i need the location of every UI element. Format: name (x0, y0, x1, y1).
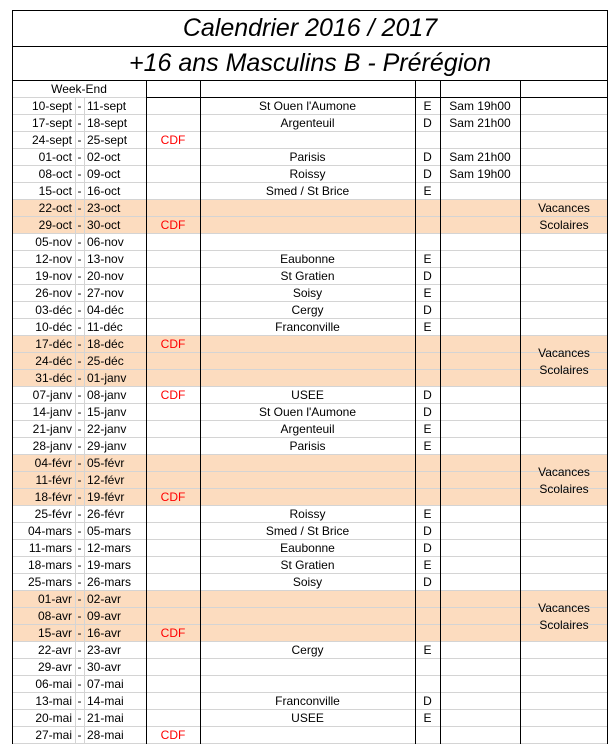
sunday-date: 05-févr (87, 456, 125, 470)
sunday-date: 22-janv (87, 422, 127, 436)
cdf-label: CDF (160, 626, 186, 640)
opponent-name: St Gratien (280, 269, 335, 283)
saturday-date: 29-oct (38, 218, 72, 232)
opponent-name: Cergy (291, 643, 324, 657)
opponent-name: St Gratien (280, 558, 335, 572)
date-separator: - (77, 405, 82, 419)
saturday-date: 05-nov (35, 235, 72, 249)
cdf-label: CDF (160, 218, 186, 232)
date-separator: - (77, 643, 82, 657)
date-separator: - (77, 677, 82, 691)
date-separator: - (77, 252, 82, 266)
opponent-name: Franconville (275, 694, 340, 708)
opponent-name: Parisis (289, 150, 326, 164)
saturday-date: 08-oct (38, 167, 72, 181)
saturday-date: 21-janv (32, 422, 72, 436)
sunday-date: 30-oct (87, 218, 121, 232)
home-away-flag: E (423, 643, 432, 657)
saturday-date: 01-avr (37, 592, 72, 606)
home-away-flag: E (423, 439, 432, 453)
home-away-flag: E (423, 711, 432, 725)
home-away-flag: D (423, 694, 432, 708)
home-away-flag: D (423, 269, 432, 283)
match-time: Sam 19h00 (449, 99, 511, 113)
opponent-name: Smed / St Brice (265, 524, 350, 538)
home-away-flag: D (423, 405, 432, 419)
opponent-name: Argenteuil (280, 422, 335, 436)
date-separator: - (77, 133, 82, 147)
saturday-date: 06-mai (35, 677, 72, 691)
saturday-date: 18-févr (34, 490, 72, 504)
date-separator: - (77, 626, 82, 640)
sunday-date: 18-sept (87, 116, 128, 130)
saturday-date: 28-janv (32, 439, 72, 453)
saturday-date: 12-nov (35, 252, 72, 266)
home-away-flag: E (423, 252, 432, 266)
date-separator: - (77, 320, 82, 334)
saturday-date: 17-déc (35, 337, 72, 351)
sunday-date: 23-avr (87, 643, 122, 657)
cdf-label: CDF (160, 490, 186, 504)
saturday-date: 31-déc (35, 371, 72, 385)
opponent-name: Roissy (289, 167, 326, 181)
cdf-label: CDF (160, 133, 186, 147)
opponent-name: Roissy (289, 507, 326, 521)
date-separator: - (77, 201, 82, 215)
home-away-flag: E (423, 422, 432, 436)
vacances-label: Vacances Scolaires (538, 464, 590, 496)
column-border (520, 81, 521, 744)
date-separator: - (77, 218, 82, 232)
saturday-date: 03-déc (35, 303, 72, 317)
sunday-date: 06-nov (87, 235, 124, 249)
date-separator: - (77, 609, 82, 623)
team-subtitle: +16 ans Masculins B - Prérégion (12, 46, 608, 81)
date-separator: - (77, 116, 82, 130)
sunday-date: 11-sept (87, 99, 127, 113)
saturday-date: 01-oct (38, 150, 72, 164)
date-separator: - (77, 490, 82, 504)
date-separator: - (77, 99, 82, 113)
saturday-date: 08-avr (37, 609, 72, 623)
opponent-name: St Ouen l'Aumone (258, 405, 356, 419)
home-away-flag: E (423, 99, 432, 113)
opponent-name: Eaubonne (280, 252, 335, 266)
date-separator: - (77, 592, 82, 606)
saturday-date: 11-mars (28, 541, 72, 555)
opponent-name: Cergy (291, 303, 324, 317)
home-away-flag: D (423, 575, 432, 589)
vacances-label: Vacances Scolaires (538, 600, 590, 632)
sunday-date: 28-mai (87, 728, 124, 742)
saturday-date: 17-sept (31, 116, 72, 130)
date-separator: - (77, 728, 82, 742)
date-separator: - (77, 286, 82, 300)
home-away-flag: D (423, 541, 432, 555)
sunday-date: 11-déc (87, 320, 123, 334)
home-away-flag: D (423, 303, 432, 317)
date-separator: - (77, 269, 82, 283)
sunday-date: 21-mai (87, 711, 124, 725)
saturday-date: 22-avr (37, 643, 72, 657)
date-separator: - (77, 422, 82, 436)
sunday-date: 01-janv (87, 371, 127, 385)
sunday-date: 02-avr (87, 592, 122, 606)
home-away-flag: E (423, 286, 432, 300)
match-time: Sam 21h00 (449, 150, 511, 164)
sunday-date: 16-avr (87, 626, 122, 640)
sunday-date: 02-oct (87, 150, 121, 164)
home-away-flag: E (423, 558, 432, 572)
date-separator: - (77, 167, 82, 181)
sunday-date: 15-janv (87, 405, 127, 419)
opponent-name: Soisy (292, 286, 323, 300)
sunday-date: 07-mai (87, 677, 124, 691)
home-away-flag: E (423, 507, 432, 521)
sunday-date: 19-mars (87, 558, 132, 572)
opponent-name: USEE (291, 388, 324, 402)
sunday-date: 09-avr (87, 609, 122, 623)
column-border (607, 81, 608, 744)
opponent-name: Eaubonne (280, 541, 335, 555)
opponent-name: Soisy (292, 575, 323, 589)
home-away-flag: D (423, 167, 432, 181)
saturday-date: 11-févr (35, 473, 72, 487)
opponent-name: Parisis (289, 439, 326, 453)
sunday-date: 12-mars (87, 541, 132, 555)
date-separator: - (77, 694, 82, 708)
saturday-date: 22-oct (38, 201, 72, 215)
sunday-date: 26-févr (87, 507, 125, 521)
opponent-name: Franconville (275, 320, 340, 334)
date-separator: - (77, 558, 82, 572)
sunday-date: 09-oct (87, 167, 121, 181)
cdf-label: CDF (160, 388, 186, 402)
saturday-date: 29-avr (37, 660, 72, 674)
sunday-date: 05-mars (87, 524, 132, 538)
match-time: Sam 21h00 (449, 116, 511, 130)
saturday-date: 14-janv (32, 405, 72, 419)
sunday-date: 19-févr (87, 490, 125, 504)
saturday-date: 13-mai (35, 694, 72, 708)
date-separator: - (77, 235, 82, 249)
saturday-date: 18-mars (27, 558, 72, 572)
sunday-date: 29-janv (87, 439, 127, 453)
saturday-date: 04-mars (27, 524, 72, 538)
vacances-label: Vacances Scolaires (538, 201, 590, 232)
sunday-date: 12-févr (87, 473, 125, 487)
sunday-date: 25-déc (87, 354, 124, 368)
date-separator: - (77, 439, 82, 453)
sunday-date: 20-nov (87, 269, 124, 283)
match-time: Sam 19h00 (449, 167, 511, 181)
sunday-date: 26-mars (87, 575, 132, 589)
date-separator: - (77, 660, 82, 674)
date-separator: - (77, 150, 82, 164)
opponent-name: Smed / St Brice (265, 184, 350, 198)
sunday-date: 08-janv (87, 388, 127, 402)
home-away-flag: D (423, 116, 432, 130)
saturday-date: 24-sept (31, 133, 72, 147)
sunday-date: 04-déc (87, 303, 124, 317)
saturday-date: 15-avr (37, 626, 72, 640)
saturday-date: 10-sept (31, 99, 72, 113)
saturday-date: 19-nov (35, 269, 72, 283)
sunday-date: 27-nov (87, 286, 124, 300)
date-separator: - (77, 575, 82, 589)
opponent-name: USEE (291, 711, 324, 725)
date-separator: - (77, 473, 82, 487)
date-separator: - (77, 354, 82, 368)
date-separator: - (77, 507, 82, 521)
home-away-flag: E (423, 320, 432, 334)
date-separator: - (77, 337, 82, 351)
sunday-date: 30-avr (87, 660, 122, 674)
home-away-flag: D (423, 150, 432, 164)
sunday-date: 25-sept (87, 133, 128, 147)
saturday-date: 26-nov (35, 286, 72, 300)
saturday-date: 25-mars (27, 575, 72, 589)
sunday-date: 14-mai (87, 694, 124, 708)
saturday-date: 10-déc (35, 320, 72, 334)
saturday-date: 20-mai (35, 711, 72, 725)
calendar-title: Calendrier 2016 / 2017 (12, 10, 608, 47)
sunday-date: 16-oct (87, 184, 121, 198)
saturday-date: 07-janv (32, 388, 72, 402)
home-away-flag: E (423, 184, 432, 198)
date-separator: - (77, 303, 82, 317)
saturday-date: 15-oct (38, 184, 72, 198)
home-away-flag: D (423, 388, 432, 402)
cdf-label: CDF (160, 337, 186, 351)
home-away-flag: D (423, 524, 432, 538)
date-separator: - (77, 388, 82, 402)
date-separator: - (77, 456, 82, 470)
date-separator: - (77, 524, 82, 538)
sunday-date: 18-déc (87, 337, 124, 351)
sunday-date: 23-oct (87, 201, 121, 215)
vacances-label: Vacances Scolaires (538, 345, 590, 377)
week-end-header: Week-End (51, 82, 107, 96)
date-separator: - (77, 184, 82, 198)
date-separator: - (77, 371, 82, 385)
saturday-date: 04-févr (34, 456, 72, 470)
saturday-date: 27-mai (35, 728, 72, 742)
date-separator: - (77, 711, 82, 725)
cdf-label: CDF (160, 728, 186, 742)
sunday-date: 13-nov (87, 252, 124, 266)
column-border (146, 81, 147, 744)
saturday-date: 25-févr (34, 507, 72, 521)
opponent-name: Argenteuil (280, 116, 335, 130)
date-separator: - (77, 541, 82, 555)
opponent-name: St Ouen l'Aumone (258, 99, 356, 113)
saturday-date: 24-déc (35, 354, 72, 368)
